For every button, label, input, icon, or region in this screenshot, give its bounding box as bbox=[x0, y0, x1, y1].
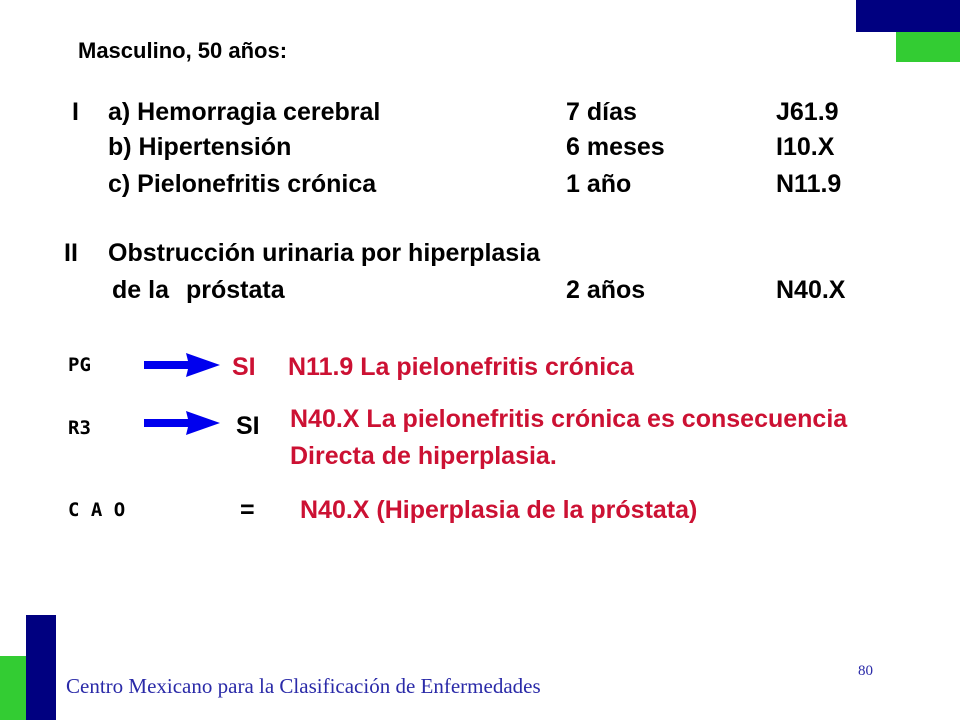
rule-pg-text: N11.9 La pielonefritis crónica bbox=[288, 353, 634, 381]
code-row-b: I10.X bbox=[776, 133, 835, 161]
cause-row-b: b) Hipertensión bbox=[108, 133, 292, 161]
arrow-right-icon bbox=[144, 409, 220, 439]
interval-row-b: 6 meses bbox=[566, 133, 665, 161]
code-row-c: N11.9 bbox=[776, 170, 842, 198]
footer-navy-bar bbox=[26, 615, 56, 720]
cause-row-c: c) Pielonefritis crónica bbox=[108, 170, 377, 198]
part-two-label: II bbox=[64, 239, 78, 267]
interval-row-c: 1 año bbox=[566, 170, 632, 198]
cause-row-a: a) Hemorragia cerebral bbox=[108, 98, 381, 126]
page-number: 80 bbox=[858, 663, 873, 679]
arrow-right-icon bbox=[144, 351, 220, 381]
rule-pg-label: PG bbox=[68, 354, 91, 376]
code-row-a: J61.9 bbox=[776, 98, 839, 126]
rule-r3-text-line2: Directa de hiperplasia. bbox=[290, 442, 557, 470]
footer-organization: Centro Mexicano para la Clasificación de Enfermedades bbox=[66, 674, 541, 698]
footer-green-bar bbox=[0, 656, 26, 720]
part-one-label: I bbox=[72, 98, 79, 126]
part-two-line2-a: de la bbox=[112, 276, 169, 304]
part-two-code: N40.X bbox=[776, 276, 846, 304]
part-two-interval: 2 años bbox=[566, 276, 646, 304]
part-two-line2-b: próstata bbox=[186, 276, 285, 304]
rule-cao-text: N40.X (Hiperplasia de la próstata) bbox=[300, 496, 698, 524]
rule-pg-answer: SI bbox=[232, 353, 256, 381]
rule-cao-label: C A O bbox=[68, 499, 126, 521]
interval-row-a: 7 días bbox=[566, 98, 637, 126]
part-two-line1: Obstrucción urinaria por hiperplasia bbox=[108, 239, 541, 267]
rule-r3-label: R3 bbox=[68, 417, 91, 439]
rule-cao-equals: = bbox=[240, 496, 255, 524]
corner-navy-block bbox=[856, 0, 960, 32]
corner-green-block bbox=[896, 32, 960, 62]
rule-r3-answer: SI bbox=[236, 412, 260, 440]
rule-r3-text-line1: N40.X La pielonefritis crónica es consecuencia bbox=[290, 405, 848, 433]
slide-heading: Masculino, 50 años: bbox=[78, 38, 288, 63]
